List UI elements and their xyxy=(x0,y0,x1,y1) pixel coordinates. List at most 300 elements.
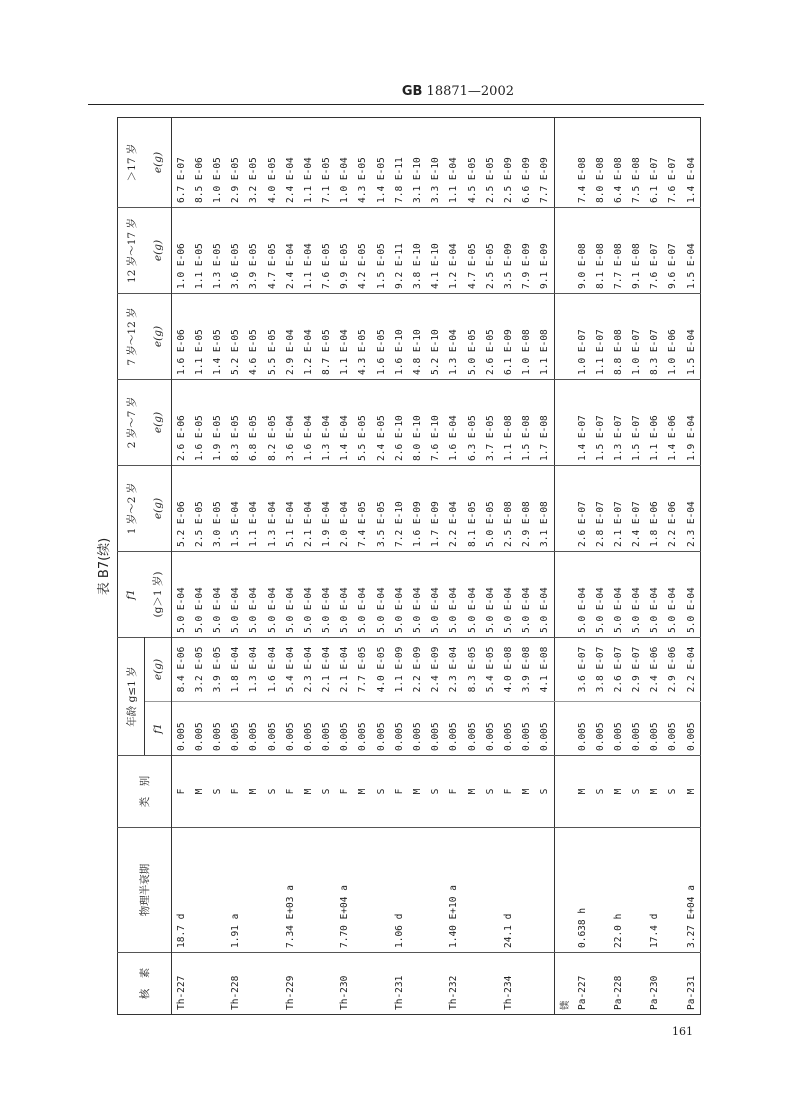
col-header-age-le1: 年龄 g≤1 岁 xyxy=(118,638,145,756)
cell-f1-le1: 0.005 xyxy=(354,702,372,756)
cell-f1-le1: 0.005 xyxy=(536,702,555,756)
col-header-e-gt17: e(g) xyxy=(145,118,172,208)
cell-half-life xyxy=(245,828,263,953)
cell-e-le1: 2.3 E-04 xyxy=(299,638,317,702)
cell-e-gt17: 2.5 E-05 xyxy=(484,157,496,203)
cell-half-life: 7.34 E+03 a xyxy=(281,828,299,953)
col-header-age-2-7: 2 岁～7 岁 xyxy=(118,380,145,466)
cell-nuclide xyxy=(372,953,390,1015)
cell-e-gt17: 1.4 E-05 xyxy=(375,157,387,203)
cell-e-12-17: 2.4 E-04 xyxy=(281,208,299,294)
cell-e-gt17: 4.5 E-05 xyxy=(466,157,478,203)
cell-type: F xyxy=(390,756,408,828)
cell-nuclide xyxy=(591,953,609,1015)
cell-type: M xyxy=(463,756,481,828)
cell-e-7-12: 5.2 E-05 xyxy=(227,294,245,380)
cell-half-life xyxy=(591,828,609,953)
cell-e-gt17: 3.1 E-10 xyxy=(412,157,424,203)
cell-e-12-17: 7.6 E-05 xyxy=(318,208,336,294)
cell-f1-gt1: 5.0 E-04 xyxy=(263,552,281,638)
cell-e-gt17: 1.1 E-04 xyxy=(448,157,460,203)
cell-f1-le1: 0.005 xyxy=(408,702,426,756)
cell-e-gt17: 2.4 E-04 xyxy=(284,157,296,203)
cell-e-7-12: 4.3 E-05 xyxy=(354,294,372,380)
cell-f1-gt1: 5.0 E-04 xyxy=(390,552,408,638)
cell-e-12-17: 7.7 E-08 xyxy=(609,208,627,294)
cell-f1-gt1: 5.0 E-04 xyxy=(227,552,245,638)
thorium-rows xyxy=(172,118,555,1015)
cell-f1-le1: 0.005 xyxy=(646,702,664,756)
cell-e-7-12: 8.3 E-07 xyxy=(646,294,664,380)
cell-e-1-2: 1.3 E-04 xyxy=(263,466,281,552)
cell-e-7-12: 1.1 E-07 xyxy=(591,294,609,380)
cell-e-1-2: 2.4 E-07 xyxy=(628,466,646,552)
page-number: 161 xyxy=(672,1025,693,1038)
cell-f1-le1: 0.005 xyxy=(481,702,499,756)
cell-e-12-17: 7.6 E-07 xyxy=(646,208,664,294)
table-row xyxy=(664,118,682,1015)
col-header-age-12-17: 12 岁～17 岁 xyxy=(118,208,145,294)
cell-e-7-12: 1.0 E-08 xyxy=(518,294,536,380)
cell-e-12-17: 4.1 E-10 xyxy=(427,208,445,294)
cell-e-2-7: 1.3 E-07 xyxy=(609,380,627,466)
cell-f1-le1: 0.005 xyxy=(245,702,263,756)
cell-half-life: 0.638 h xyxy=(573,828,591,953)
table-row xyxy=(518,118,536,1015)
cell-e-12-17: 9.0 E-08 xyxy=(573,208,591,294)
table-row xyxy=(445,118,463,1015)
cell-e-7-12: 1.3 E-04 xyxy=(445,294,463,380)
cell-e-gt17: 2.9 E-05 xyxy=(230,157,242,203)
cell-e-le1: 2.4 E-06 xyxy=(646,638,664,702)
cell-e-1-2: 1.8 E-06 xyxy=(646,466,664,552)
cell-e-2-7: 1.4 E-04 xyxy=(336,380,354,466)
col-header-e-7-12: e(g) xyxy=(145,294,172,380)
cell-type: M xyxy=(245,756,263,828)
col-header-f1-gt1-sub: (g＞1 岁) xyxy=(145,552,172,638)
cell-type: M xyxy=(518,756,536,828)
cell-e-1-2: 2.8 E-07 xyxy=(591,466,609,552)
protactinium-rows xyxy=(573,118,701,1015)
cell-e-gt17: 3.2 E-05 xyxy=(248,157,260,203)
cell-half-life xyxy=(318,828,336,953)
cell-e-7-12: 1.5 E-04 xyxy=(682,294,701,380)
cell-nuclide xyxy=(628,953,646,1015)
cell-f1-le1: 0.005 xyxy=(336,702,354,756)
table-row xyxy=(227,118,245,1015)
cell-e-gt17: 6.4 E-08 xyxy=(612,157,624,203)
cell-type: M xyxy=(646,756,664,828)
cell-type: M xyxy=(682,756,701,828)
cell-type: F xyxy=(172,756,191,828)
cell-type: S xyxy=(481,756,499,828)
cell-nuclide xyxy=(664,953,682,1015)
cell-e-12-17: 9.2 E-11 xyxy=(390,208,408,294)
cell-e-2-7: 2.6 E-10 xyxy=(390,380,408,466)
cell-e-7-12: 1.6 E-06 xyxy=(172,294,191,380)
cell-nuclide: Th-228 xyxy=(227,953,245,1015)
cell-f1-gt1: 5.0 E-04 xyxy=(372,552,390,638)
cell-nuclide: Pa-231 xyxy=(682,953,701,1015)
cell-half-life xyxy=(664,828,682,953)
cell-e-1-2: 1.5 E-04 xyxy=(227,466,245,552)
cell-f1-le1: 0.005 xyxy=(172,702,191,756)
cell-e-le1: 2.4 E-09 xyxy=(427,638,445,702)
cell-f1-le1: 0.005 xyxy=(499,702,517,756)
cell-f1-gt1: 5.0 E-04 xyxy=(664,552,682,638)
cell-f1-le1: 0.005 xyxy=(628,702,646,756)
cell-e-12-17: 1.1 E-04 xyxy=(299,208,317,294)
cell-e-12-17: 9.1 E-08 xyxy=(628,208,646,294)
cell-f1-le1: 0.005 xyxy=(372,702,390,756)
cell-e-le1: 2.1 E-04 xyxy=(318,638,336,702)
cell-e-2-7: 2.6 E-06 xyxy=(172,380,191,466)
cell-e-1-2: 2.3 E-04 xyxy=(682,466,701,552)
table-row xyxy=(263,118,281,1015)
cell-e-2-7: 1.5 E-08 xyxy=(518,380,536,466)
cell-e-le1: 1.3 E-04 xyxy=(245,638,263,702)
table-row xyxy=(318,118,336,1015)
cell-e-2-7: 1.9 E-04 xyxy=(682,380,701,466)
cell-e-le1: 1.8 E-04 xyxy=(227,638,245,702)
table-row xyxy=(628,118,646,1015)
cell-e-2-7: 1.1 E-06 xyxy=(646,380,664,466)
cell-half-life xyxy=(628,828,646,953)
cell-e-le1: 3.9 E-05 xyxy=(208,638,226,702)
cell-e-12-17: 1.5 E-05 xyxy=(372,208,390,294)
cell-nuclide xyxy=(263,953,281,1015)
cell-f1-le1: 0.005 xyxy=(609,702,627,756)
table-row xyxy=(609,118,627,1015)
cell-e-2-7: 1.4 E-07 xyxy=(573,380,591,466)
table-row xyxy=(281,118,299,1015)
cell-e-7-12: 5.2 E-10 xyxy=(427,294,445,380)
cell-half-life xyxy=(263,828,281,953)
col-header-e-le1: e(g) xyxy=(145,638,172,702)
cell-e-1-2: 1.6 E-09 xyxy=(408,466,426,552)
cell-e-1-2: 8.1 E-05 xyxy=(463,466,481,552)
cell-e-le1: 2.9 E-06 xyxy=(664,638,682,702)
cell-e-7-12: 6.1 E-09 xyxy=(499,294,517,380)
cell-e-2-7: 7.6 E-10 xyxy=(427,380,445,466)
cell-e-12-17: 9.9 E-05 xyxy=(336,208,354,294)
cell-e-7-12: 1.2 E-04 xyxy=(299,294,317,380)
cell-e-12-17: 4.7 E-05 xyxy=(263,208,281,294)
cell-nuclide xyxy=(427,953,445,1015)
cell-f1-le1: 0.005 xyxy=(664,702,682,756)
cell-e-7-12: 8.7 E-05 xyxy=(318,294,336,380)
cell-f1-gt1: 5.0 E-04 xyxy=(427,552,445,638)
cell-f1-gt1: 5.0 E-04 xyxy=(299,552,317,638)
cell-nuclide: Th-231 xyxy=(390,953,408,1015)
cell-half-life xyxy=(372,828,390,953)
col-header-e-2-7: e(g) xyxy=(145,380,172,466)
cell-e-12-17: 2.5 E-05 xyxy=(481,208,499,294)
cell-e-12-17: 4.7 E-05 xyxy=(463,208,481,294)
cell-e-le1: 2.3 E-04 xyxy=(445,638,463,702)
cell-e-le1: 3.9 E-08 xyxy=(518,638,536,702)
cell-type: M xyxy=(573,756,591,828)
cell-type: F xyxy=(499,756,517,828)
cell-half-life xyxy=(408,828,426,953)
cell-e-2-7: 1.5 E-07 xyxy=(628,380,646,466)
cell-e-2-7: 6.8 E-05 xyxy=(245,380,263,466)
cell-e-1-2: 2.1 E-04 xyxy=(299,466,317,552)
cell-f1-le1: 0.005 xyxy=(208,702,226,756)
cell-type: F xyxy=(281,756,299,828)
cell-type: S xyxy=(427,756,445,828)
cell-e-1-2: 2.5 E-08 xyxy=(499,466,517,552)
cell-e-le1: 4.0 E-05 xyxy=(372,638,390,702)
cell-e-gt17: 8.0 E-08 xyxy=(594,157,606,203)
cell-e-2-7: 8.2 E-05 xyxy=(263,380,281,466)
col-header-f1-gt1: f1 xyxy=(118,552,145,638)
cell-nuclide: Pa-228 xyxy=(609,953,627,1015)
col-header-half-life: 物理半衰期 xyxy=(118,828,172,953)
cell-e-2-7: 1.1 E-08 xyxy=(499,380,517,466)
table-row xyxy=(682,118,701,1015)
cell-f1-gt1: 5.0 E-04 xyxy=(481,552,499,638)
cell-type: S xyxy=(591,756,609,828)
cell-half-life xyxy=(463,828,481,953)
cell-f1-gt1: 5.0 E-04 xyxy=(573,552,591,638)
cell-f1-gt1: 5.0 E-04 xyxy=(190,552,208,638)
cell-e-1-2: 2.2 E-06 xyxy=(664,466,682,552)
cell-e-12-17: 3.8 E-10 xyxy=(408,208,426,294)
cell-e-2-7: 3.6 E-04 xyxy=(281,380,299,466)
cell-half-life xyxy=(299,828,317,953)
dose-coefficient-table xyxy=(117,117,701,1015)
section-row-pa xyxy=(554,118,573,1015)
cell-e-2-7: 1.9 E-05 xyxy=(208,380,226,466)
cell-e-12-17: 8.1 E-08 xyxy=(591,208,609,294)
cell-e-le1: 3.8 E-07 xyxy=(591,638,609,702)
cell-e-le1: 3.2 E-05 xyxy=(190,638,208,702)
cell-half-life: 18.7 d xyxy=(172,828,191,953)
cell-e-gt17: 2.5 E-09 xyxy=(502,157,514,203)
cell-f1-gt1: 5.0 E-04 xyxy=(609,552,627,638)
cell-type: S xyxy=(536,756,555,828)
cell-half-life xyxy=(518,828,536,953)
table-row xyxy=(208,118,226,1015)
cell-e-7-12: 2.6 E-05 xyxy=(481,294,499,380)
cell-e-1-2: 7.4 E-05 xyxy=(354,466,372,552)
cell-f1-le1: 0.005 xyxy=(573,702,591,756)
table-row xyxy=(245,118,263,1015)
cell-e-2-7: 8.3 E-05 xyxy=(227,380,245,466)
cell-e-1-2: 2.9 E-08 xyxy=(518,466,536,552)
cell-type: S xyxy=(664,756,682,828)
cell-nuclide xyxy=(536,953,555,1015)
cell-e-2-7: 5.5 E-05 xyxy=(354,380,372,466)
table-row xyxy=(536,118,555,1015)
standard-number: 18871—2002 xyxy=(426,84,514,99)
cell-e-le1: 2.1 E-04 xyxy=(336,638,354,702)
cell-e-7-12: 1.1 E-05 xyxy=(190,294,208,380)
cell-e-12-17: 4.2 E-05 xyxy=(354,208,372,294)
cell-e-gt17: 1.0 E-04 xyxy=(339,157,351,203)
cell-f1-le1: 0.005 xyxy=(463,702,481,756)
cell-e-12-17: 7.9 E-09 xyxy=(518,208,536,294)
header-rule xyxy=(88,104,704,105)
standard-code xyxy=(402,84,514,99)
table-row xyxy=(390,118,408,1015)
cell-half-life: 1.91 a xyxy=(227,828,245,953)
cell-e-gt17: 7.4 E-08 xyxy=(576,157,588,203)
cell-e-1-2: 2.0 E-04 xyxy=(336,466,354,552)
cell-e-7-12: 4.8 E-10 xyxy=(408,294,426,380)
cell-type: M xyxy=(408,756,426,828)
cell-f1-gt1: 5.0 E-04 xyxy=(281,552,299,638)
cell-f1-gt1: 5.0 E-04 xyxy=(463,552,481,638)
cell-nuclide xyxy=(354,953,372,1015)
cell-f1-gt1: 5.0 E-04 xyxy=(354,552,372,638)
cell-e-2-7: 3.7 E-05 xyxy=(481,380,499,466)
cell-half-life xyxy=(208,828,226,953)
cell-nuclide: Pa-230 xyxy=(646,953,664,1015)
cell-e-12-17: 1.2 E-04 xyxy=(445,208,463,294)
cell-type: S xyxy=(263,756,281,828)
cell-f1-gt1: 5.0 E-04 xyxy=(445,552,463,638)
cell-e-2-7: 1.7 E-08 xyxy=(536,380,555,466)
cell-e-gt17: 3.3 E-10 xyxy=(430,157,442,203)
table-row xyxy=(190,118,208,1015)
table-row xyxy=(573,118,591,1015)
cell-nuclide xyxy=(463,953,481,1015)
cell-e-2-7: 6.3 E-05 xyxy=(463,380,481,466)
cell-half-life: 1.06 d xyxy=(390,828,408,953)
cell-e-12-17: 3.6 E-05 xyxy=(227,208,245,294)
protactinium-section xyxy=(554,118,573,1015)
cell-type: F xyxy=(227,756,245,828)
cell-e-1-2: 5.1 E-04 xyxy=(281,466,299,552)
cell-e-2-7: 1.6 E-04 xyxy=(299,380,317,466)
cell-type: S xyxy=(372,756,390,828)
col-header-f1-le1: f1 xyxy=(145,702,172,756)
cell-e-1-2: 3.1 E-08 xyxy=(536,466,555,552)
cell-f1-gt1: 5.0 E-04 xyxy=(646,552,664,638)
cell-type: M xyxy=(609,756,627,828)
cell-e-2-7: 1.4 E-06 xyxy=(664,380,682,466)
cell-e-gt17: 6.1 E-07 xyxy=(649,157,661,203)
cell-e-2-7: 8.0 E-10 xyxy=(408,380,426,466)
cell-e-le1: 2.6 E-07 xyxy=(609,638,627,702)
cell-e-1-2: 5.0 E-05 xyxy=(481,466,499,552)
cell-f1-gt1: 5.0 E-04 xyxy=(172,552,191,638)
cell-f1-gt1: 5.0 E-04 xyxy=(208,552,226,638)
cell-nuclide xyxy=(408,953,426,1015)
cell-nuclide: Th-234 xyxy=(499,953,517,1015)
col-header-age-gt17: ＞17 岁 xyxy=(125,143,138,182)
col-header-age-7-12: 7 岁～12 岁 xyxy=(118,294,145,380)
cell-e-7-12: 1.6 E-10 xyxy=(390,294,408,380)
cell-e-2-7: 1.3 E-04 xyxy=(318,380,336,466)
cell-f1-gt1: 5.0 E-04 xyxy=(628,552,646,638)
cell-e-gt17: 7.6 E-07 xyxy=(667,157,679,203)
cell-half-life: 3.27 E+04 a xyxy=(682,828,701,953)
cell-nuclide: Th-229 xyxy=(281,953,299,1015)
cell-e-le1: 2.2 E-04 xyxy=(682,638,701,702)
cell-half-life: 22.0 h xyxy=(609,828,627,953)
col-header-e-12-17: e(g) xyxy=(145,208,172,294)
cell-e-12-17: 9.1 E-09 xyxy=(536,208,555,294)
cell-nuclide xyxy=(481,953,499,1015)
cell-f1-gt1: 5.0 E-04 xyxy=(518,552,536,638)
cell-e-1-2: 2.6 E-07 xyxy=(573,466,591,552)
cell-e-1-2: 1.7 E-09 xyxy=(427,466,445,552)
cell-e-gt17: 7.5 E-08 xyxy=(631,157,643,203)
cell-e-1-2: 1.1 E-04 xyxy=(245,466,263,552)
cell-e-le1: 4.0 E-08 xyxy=(499,638,517,702)
cell-e-2-7: 1.5 E-07 xyxy=(591,380,609,466)
standard-prefix: GB xyxy=(401,84,423,99)
cell-e-le1: 5.4 E-04 xyxy=(281,638,299,702)
cell-type: M xyxy=(190,756,208,828)
rotated-table-container xyxy=(97,118,697,1015)
cell-half-life xyxy=(536,828,555,953)
cell-type: S xyxy=(628,756,646,828)
cell-f1-gt1: 5.0 E-04 xyxy=(682,552,701,638)
cell-nuclide xyxy=(299,953,317,1015)
cell-e-1-2: 2.1 E-07 xyxy=(609,466,627,552)
cell-e-gt17: 1.4 E-04 xyxy=(685,157,697,203)
cell-f1-le1: 0.005 xyxy=(518,702,536,756)
cell-f1-le1: 0.005 xyxy=(682,702,701,756)
cell-e-2-7: 2.4 E-05 xyxy=(372,380,390,466)
table-row xyxy=(408,118,426,1015)
cell-e-7-12: 1.6 E-05 xyxy=(372,294,390,380)
cell-nuclide xyxy=(190,953,208,1015)
cell-nuclide xyxy=(245,953,263,1015)
cell-e-1-2: 1.9 E-04 xyxy=(318,466,336,552)
cell-f1-le1: 0.005 xyxy=(318,702,336,756)
cell-type: M xyxy=(354,756,372,828)
cell-e-1-2: 7.2 E-10 xyxy=(390,466,408,552)
cell-e-gt17: 7.7 E-09 xyxy=(539,157,551,203)
cell-e-1-2: 3.0 E-05 xyxy=(208,466,226,552)
cell-nuclide: Pa-227 xyxy=(573,953,591,1015)
cell-f1-le1: 0.005 xyxy=(299,702,317,756)
table-row xyxy=(463,118,481,1015)
cell-e-le1: 7.7 E-05 xyxy=(354,638,372,702)
cell-nuclide: Th-227 xyxy=(172,953,191,1015)
col-header-nuclide: 核 素 xyxy=(118,953,172,1015)
cell-e-12-17: 3.9 E-05 xyxy=(245,208,263,294)
cell-f1-le1: 0.005 xyxy=(190,702,208,756)
cell-e-gt17: 7.8 E-11 xyxy=(393,157,405,203)
cell-e-7-12: 4.6 E-05 xyxy=(245,294,263,380)
cell-e-le1: 2.9 E-07 xyxy=(628,638,646,702)
page-header xyxy=(0,82,794,102)
cell-e-2-7: 1.6 E-04 xyxy=(445,380,463,466)
cell-e-le1: 8.4 E-06 xyxy=(172,638,191,702)
table-row xyxy=(427,118,445,1015)
cell-f1-le1: 0.005 xyxy=(263,702,281,756)
cell-half-life xyxy=(481,828,499,953)
table-row xyxy=(372,118,390,1015)
cell-e-12-17: 3.5 E-09 xyxy=(499,208,517,294)
cell-e-le1: 4.1 E-08 xyxy=(536,638,555,702)
cell-nuclide xyxy=(518,953,536,1015)
cell-e-7-12: 1.1 E-04 xyxy=(336,294,354,380)
cell-e-7-12: 1.1 E-08 xyxy=(536,294,555,380)
cell-e-le1: 3.6 E-07 xyxy=(573,638,591,702)
cell-nuclide: Th-232 xyxy=(445,953,463,1015)
cell-f1-le1: 0.005 xyxy=(427,702,445,756)
cell-e-gt17: 6.7 E-07 xyxy=(175,157,187,203)
cell-half-life xyxy=(190,828,208,953)
cell-e-gt17: 1.1 E-04 xyxy=(302,157,314,203)
